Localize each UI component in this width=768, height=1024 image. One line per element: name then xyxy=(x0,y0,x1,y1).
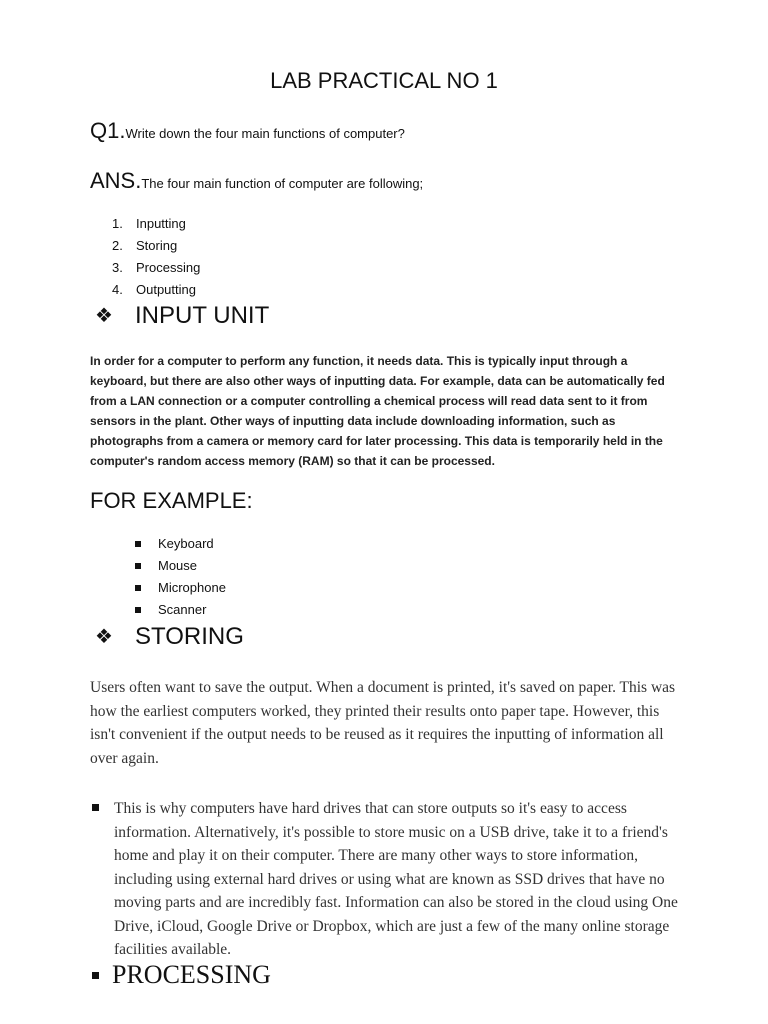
list-item xyxy=(112,213,200,235)
list-label: Keyboard xyxy=(158,536,214,551)
list-label: Mouse xyxy=(158,558,198,573)
answer-text: The four main function of computer are following; xyxy=(141,176,424,191)
input-unit-heading xyxy=(95,302,269,330)
list-item xyxy=(135,599,226,621)
list-label: Processing xyxy=(136,260,201,275)
answer-1 xyxy=(90,168,423,194)
list-label: Storing xyxy=(136,238,178,253)
input-unit-paragraph: In order for a computer to perform any function, it needs data. This is typically input through a keyboard, but there are also other ways of inputting data. For example, data can be automatically fed from a LAN connection or a computer controlling a chemical process will read data sent to it from sensors in the plant. Other ways of inputting data include downloading information, such as photographs from a camera or memory card for later processing. This data is temporarily held in the computer's random access memory (RAM) so that it can be processed. xyxy=(90,354,665,468)
list-number: 4. xyxy=(112,282,123,297)
list-label: Scanner xyxy=(158,602,207,617)
functions-list xyxy=(112,213,200,301)
list-item xyxy=(135,533,226,555)
list-item xyxy=(112,279,200,301)
list-label: Inputting xyxy=(136,216,186,231)
list-label: Outputting xyxy=(136,282,196,297)
page-title: LAB PRACTICAL NO 1 xyxy=(270,68,498,93)
square-bullet-icon xyxy=(135,563,141,569)
list-item xyxy=(112,235,200,257)
list-item xyxy=(112,257,200,279)
square-bullet-icon xyxy=(92,972,99,979)
question-label: Q1. xyxy=(90,118,126,143)
question-1 xyxy=(90,118,405,144)
square-bullet-icon xyxy=(135,541,141,547)
for-example-heading: FOR EXAMPLE: xyxy=(90,488,253,513)
list-number: 3. xyxy=(112,260,123,275)
bullet-paragraph-text: This is why computers have hard drives that can store outputs so it's easy to access information. Alternatively, it's possible to store music on a USB drive, take it to a friend's home and play it on their computer. There are many other ways to store information, including using external hard drives or using what are known as SSD drives that have no moving parts and are incredibly fast. Information can also be stored in the cloud using One Drive, iCloud, Google Drive or Dropbox, which are just a few of the many online storage facilities available. xyxy=(114,800,678,958)
section-title: STORING xyxy=(135,623,244,650)
list-item xyxy=(135,555,226,577)
list-number: 1. xyxy=(112,216,123,231)
section-title: INPUT UNIT xyxy=(135,302,270,329)
example-list xyxy=(135,533,226,621)
storing-bullet-paragraph xyxy=(90,797,690,962)
list-item xyxy=(135,577,226,599)
square-bullet-icon xyxy=(135,585,141,591)
diamond-bullet-icon: ❖ xyxy=(95,626,113,648)
answer-label: ANS. xyxy=(90,168,142,193)
question-text: Write down the four main functions of computer? xyxy=(125,126,405,141)
section-title: PROCESSING xyxy=(112,960,271,989)
square-bullet-icon xyxy=(92,804,99,811)
diamond-bullet-icon: ❖ xyxy=(95,305,113,327)
processing-heading xyxy=(92,960,271,990)
storing-heading xyxy=(95,623,244,651)
square-bullet-icon xyxy=(135,607,141,613)
list-label: Microphone xyxy=(158,580,226,595)
list-number: 2. xyxy=(112,238,123,253)
storing-paragraph: Users often want to save the output. When a document is printed, it's saved on paper. This was how the earliest computers worked, they printed their results onto paper tape. However, this isn't convenient if the output needs to be reused as it requires the inputting of information all over again. xyxy=(90,679,676,767)
